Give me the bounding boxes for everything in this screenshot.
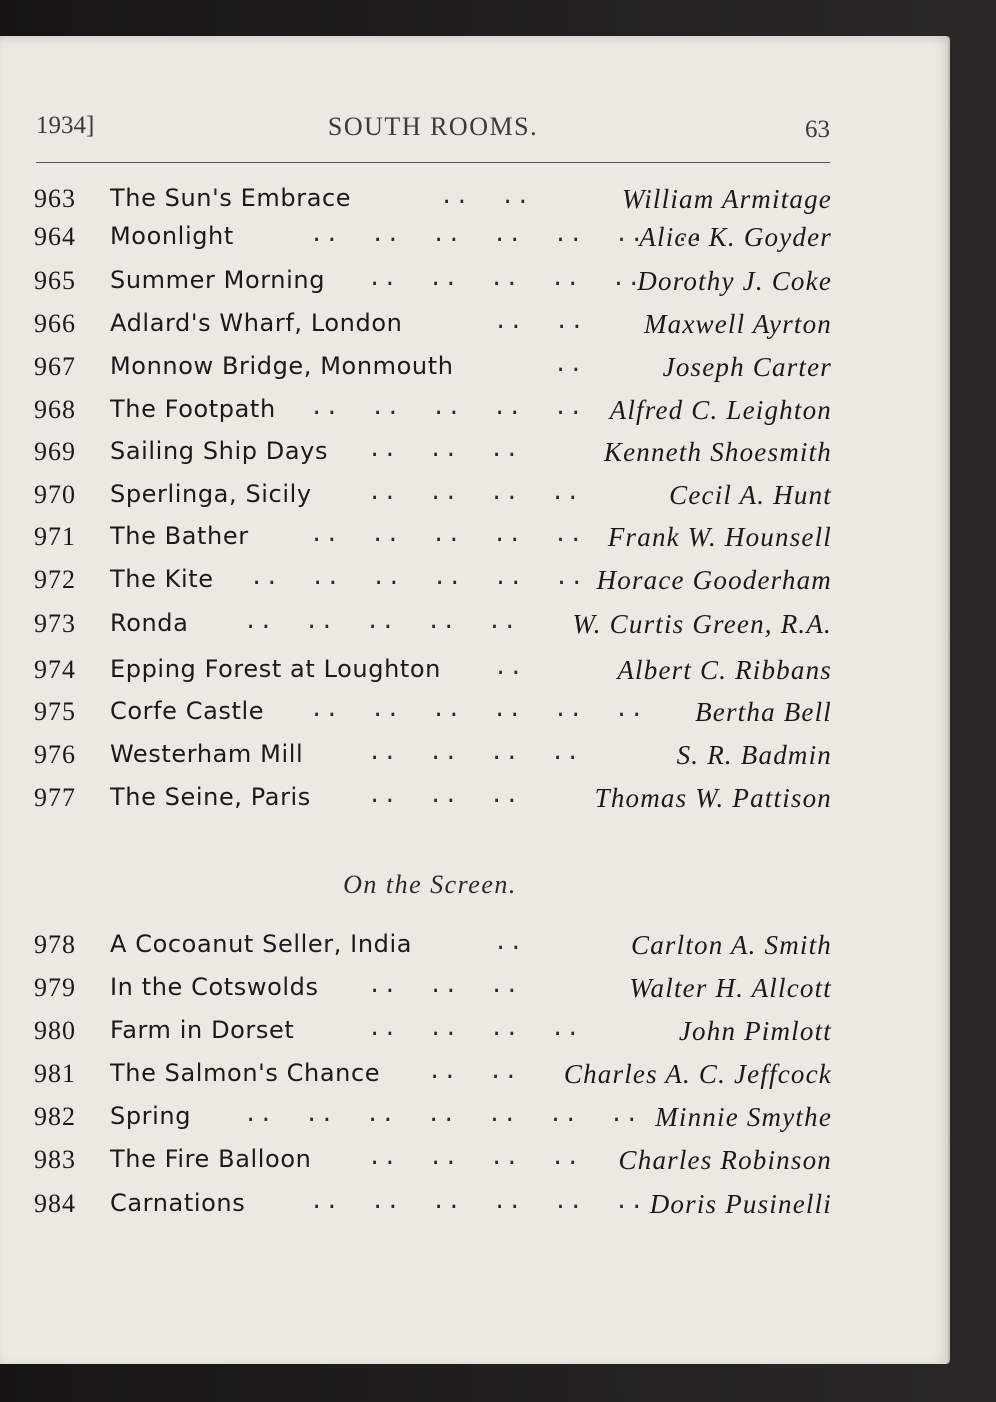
entry-title: Sailing Ship Days (110, 437, 329, 465)
entry-title: The Salmon's Chance (110, 1059, 381, 1087)
entry-artist: Maxwell Ayrton (643, 309, 832, 339)
entry-number: 977 (34, 783, 76, 812)
entry-artist: Joseph Carter (662, 352, 832, 382)
entry-number: 976 (34, 740, 76, 769)
catalogue-entry (28, 1016, 832, 1056)
entry-leader-dots: .. .. .. (368, 437, 521, 462)
entry-artist: Frank W. Hounsell (607, 522, 832, 552)
entry-artist: Thomas W. Pattison (594, 783, 832, 813)
entry-title: Westerham Mill (110, 740, 304, 768)
entry-number: 964 (34, 222, 76, 251)
entry-leader-dots: .. .. .. .. .. .. (310, 697, 646, 722)
entry-title: The Bather (110, 522, 249, 550)
entry-leader-dots: .. (554, 352, 585, 377)
entry-title: Epping Forest at Loughton (110, 655, 441, 683)
catalogue-entry (28, 480, 832, 520)
entry-number: 983 (34, 1145, 76, 1174)
entry-leader-dots: .. .. (428, 1059, 520, 1084)
entry-leader-dots: .. .. .. .. (368, 1145, 582, 1170)
entry-leader-dots: .. (494, 655, 525, 680)
entry-title: The Kite (110, 565, 214, 593)
entry-title: The Seine, Paris (110, 783, 311, 811)
entry-leader-dots: .. .. .. .. .. .. (310, 1189, 646, 1214)
entry-artist: Albert C. Ribbans (617, 655, 832, 685)
entry-leader-dots: .. .. .. .. .. (310, 395, 585, 420)
entry-number: 979 (34, 973, 76, 1002)
entry-artist: Kenneth Shoesmith (603, 437, 832, 467)
entry-artist: Horace Gooderham (596, 565, 832, 595)
entry-number: 973 (34, 609, 76, 638)
entry-leader-dots: .. .. .. .. .. .. (250, 565, 586, 590)
catalogue-entry (28, 740, 832, 780)
entry-leader-dots: .. .. .. .. (368, 480, 582, 505)
entry-number: 982 (34, 1102, 76, 1131)
entry-leader-dots: .. .. (440, 184, 532, 209)
entry-number: 970 (34, 480, 76, 509)
entry-number: 975 (34, 697, 76, 726)
entry-leader-dots: .. .. .. (368, 973, 521, 998)
entry-number: 968 (34, 395, 76, 424)
catalogue-entry (28, 522, 832, 562)
entry-artist: Charles A. C. Jeffcock (563, 1059, 832, 1089)
catalogue-entry (28, 222, 832, 262)
header-rule (36, 162, 830, 163)
entry-number: 969 (34, 437, 76, 466)
entry-number: 972 (34, 565, 76, 594)
entry-leader-dots: .. .. .. .. .. (244, 609, 519, 634)
entry-artist: John Pimlott (678, 1016, 832, 1046)
entry-number: 980 (34, 1016, 76, 1045)
catalogue-entry (28, 309, 832, 349)
entry-leader-dots: .. .. .. .. .. .. .. (310, 222, 707, 247)
entry-title: Adlard's Wharf, London (110, 309, 403, 337)
entry-title: The Footpath (110, 395, 276, 423)
entry-artist: Bertha Bell (695, 697, 832, 727)
entry-title: Ronda (110, 609, 189, 637)
catalogue-entry (28, 1102, 832, 1142)
entry-title: Sperlinga, Sicily (110, 480, 312, 508)
entry-leader-dots: .. (494, 930, 525, 955)
running-header (36, 112, 830, 152)
page-number: 63 (805, 116, 830, 143)
catalogue-entry (28, 437, 832, 477)
section-heading: On the Screen. (343, 870, 517, 899)
entry-title: Monnow Bridge, Monmouth (110, 352, 454, 380)
entry-leader-dots: .. .. .. .. (368, 740, 582, 765)
catalogue-entry (28, 1059, 832, 1099)
entry-leader-dots: .. .. .. .. .. (310, 522, 585, 547)
catalogue-entry (28, 973, 832, 1013)
catalogue-entry (28, 930, 832, 970)
entry-title: Summer Morning (110, 266, 326, 294)
entry-leader-dots: .. .. .. .. .. .. .. (244, 1102, 641, 1127)
entry-artist: Cecil A. Hunt (669, 480, 832, 510)
entry-artist: Alfred C. Leighton (609, 395, 832, 425)
entry-number: 963 (34, 184, 76, 213)
catalogue-entry (28, 395, 832, 435)
entry-leader-dots: .. .. .. (368, 783, 521, 808)
entry-title: Moonlight (110, 222, 234, 250)
catalogue-entry (28, 783, 832, 823)
entry-artist: S. R. Badmin (676, 740, 832, 770)
entry-leader-dots: .. .. .. .. (368, 1016, 582, 1041)
header-title: SOUTH ROOMS. (327, 112, 539, 141)
catalogue-entry (28, 1189, 832, 1229)
entry-artist: Charles Robinson (618, 1145, 832, 1175)
catalogue-entry (28, 697, 832, 737)
entry-title: Carnations (110, 1189, 246, 1217)
entry-title: Corfe Castle (110, 697, 265, 725)
entry-title: The Fire Balloon (110, 1145, 312, 1173)
catalogue-entry (28, 266, 832, 306)
entry-artist: Doris Pusinelli (649, 1189, 832, 1219)
entry-title: A Cocoanut Seller, India (110, 930, 413, 958)
entry-number: 965 (34, 266, 76, 295)
entry-title: Spring (110, 1102, 192, 1130)
entry-number: 971 (34, 522, 76, 551)
entry-number: 978 (34, 930, 76, 959)
entry-artist: W. Curtis Green, R.A. (572, 609, 832, 639)
entry-artist: Carlton A. Smith (631, 930, 832, 960)
entry-artist: Minnie Smythe (655, 1102, 832, 1132)
catalogue-entry (28, 1145, 832, 1185)
entry-artist: Walter H. Allcott (629, 973, 832, 1003)
catalogue-entry (28, 184, 832, 224)
entry-artist: William Armitage (622, 184, 832, 214)
entry-title: In the Cotswolds (110, 973, 319, 1001)
entry-title: The Sun's Embrace (110, 184, 352, 212)
entry-number: 967 (34, 352, 76, 381)
entry-number: 974 (34, 655, 76, 684)
entry-artist: Dorothy J. Coke (637, 266, 832, 296)
catalogue-entry (28, 655, 832, 695)
entry-number: 984 (34, 1189, 76, 1218)
entry-title: Farm in Dorset (110, 1016, 295, 1044)
catalogue-entry (28, 565, 832, 605)
entry-number: 981 (34, 1059, 76, 1088)
entry-leader-dots: .. .. .. .. .. (368, 266, 643, 291)
entry-artist: Alice K. Goyder (639, 222, 832, 252)
entry-leader-dots: .. .. (494, 309, 586, 334)
catalogue-entry (28, 352, 832, 392)
entry-number: 966 (34, 309, 76, 338)
catalogue-entry (28, 609, 832, 649)
header-year: 1934] (36, 112, 95, 139)
